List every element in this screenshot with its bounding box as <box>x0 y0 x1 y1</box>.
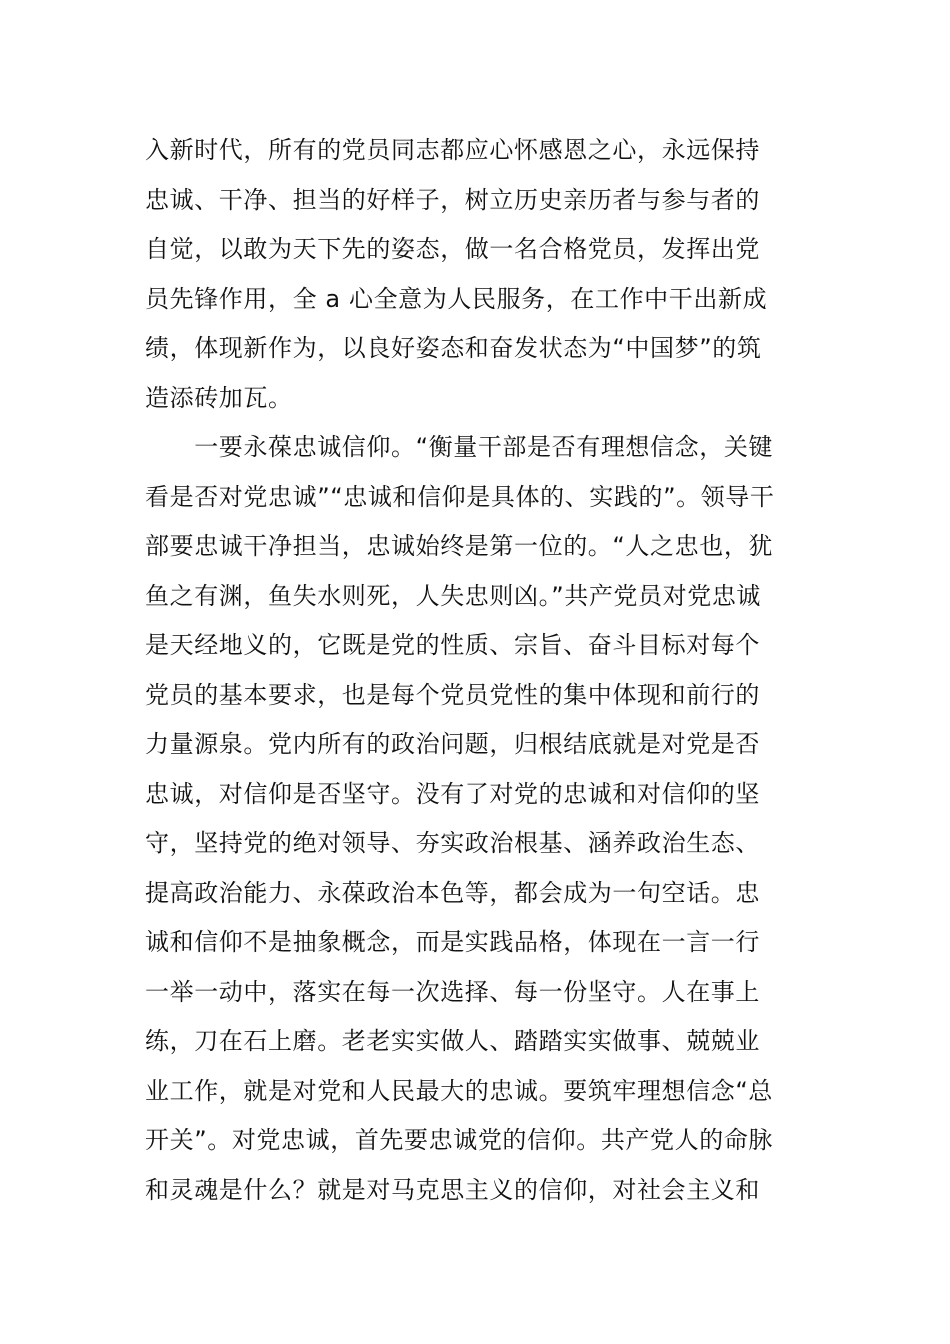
text-line: 力量源泉。党内所有的政治问题，归根结底就是对党是否 <box>145 730 760 758</box>
text-line: 练，刀在石上磨。老老实实做人、踏踏实实做事、兢兢业 <box>145 1027 760 1055</box>
paragraph-1 <box>145 126 810 423</box>
text-line: 开关”。对党忠诚，首先要忠诚党的信仰。共产党人的命脉 <box>145 1126 774 1154</box>
text-line: 党员的基本要求，也是每个党员党性的集中体现和前行的 <box>145 680 760 709</box>
text-line: 绩，体现新作为，以良好姿态和奋发状态为“中国梦”的筑 <box>145 334 762 362</box>
text-line: 自觉，以敢为天下先的姿态，做一名合格党员，发挥出党 <box>145 235 760 263</box>
text-line: 是天经地义的，它既是党的性质、宗旨、奋斗目标对每个 <box>145 631 760 659</box>
text-line: 一举一动中，落实在每一次选择、每一份坚守。人在事上 <box>145 977 760 1006</box>
text-line: 一要永葆忠诚信仰。“衡量干部是否有理想信念，关键 <box>145 433 774 461</box>
text-line: 诚和信仰不是抽象概念，而是实践品格，体现在一言一行 <box>145 928 760 956</box>
text-line: 部要忠诚干净担当，忠诚始终是第一位的。“人之忠也，犹 <box>145 532 774 560</box>
text-line: 提高政治能力、永葆政治本色等，都会成为一句空话。忠 <box>145 878 760 907</box>
text-line: 守，坚持党的绝对领导、夯实政治根基、涵养政治生态、 <box>145 829 760 857</box>
text-line: 忠诚、干净、担当的好样子，树立历史亲历者与参与者的 <box>145 185 760 214</box>
text-line: 和灵魂是什么？就是对马克思主义的信仰，对社会主义和 <box>145 1175 760 1204</box>
text-line: 入新时代，所有的党员同志都应心怀感恩之心，永远保持 <box>145 136 760 164</box>
text-line: 员先锋作用，全 a 心全意为人民服务，在工作中干出新成 <box>145 284 768 313</box>
paragraph-2 <box>145 423 810 1215</box>
text-line: 忠诚，对信仰是否坚守。没有了对党的忠诚和对信仰的坚 <box>145 779 760 808</box>
text-line: 看是否对党忠诚”“忠诚和信仰是具体的、实践的”。领导干 <box>145 482 775 511</box>
text-line: 业工作，就是对党和人民最大的忠诚。要筑牢理想信念“总 <box>145 1076 774 1105</box>
text-line: 造添砖加瓦。 <box>145 383 293 412</box>
text-line: 鱼之有渊，鱼失水则死，人失忠则凶。”共产党员对党忠诚 <box>145 581 762 610</box>
